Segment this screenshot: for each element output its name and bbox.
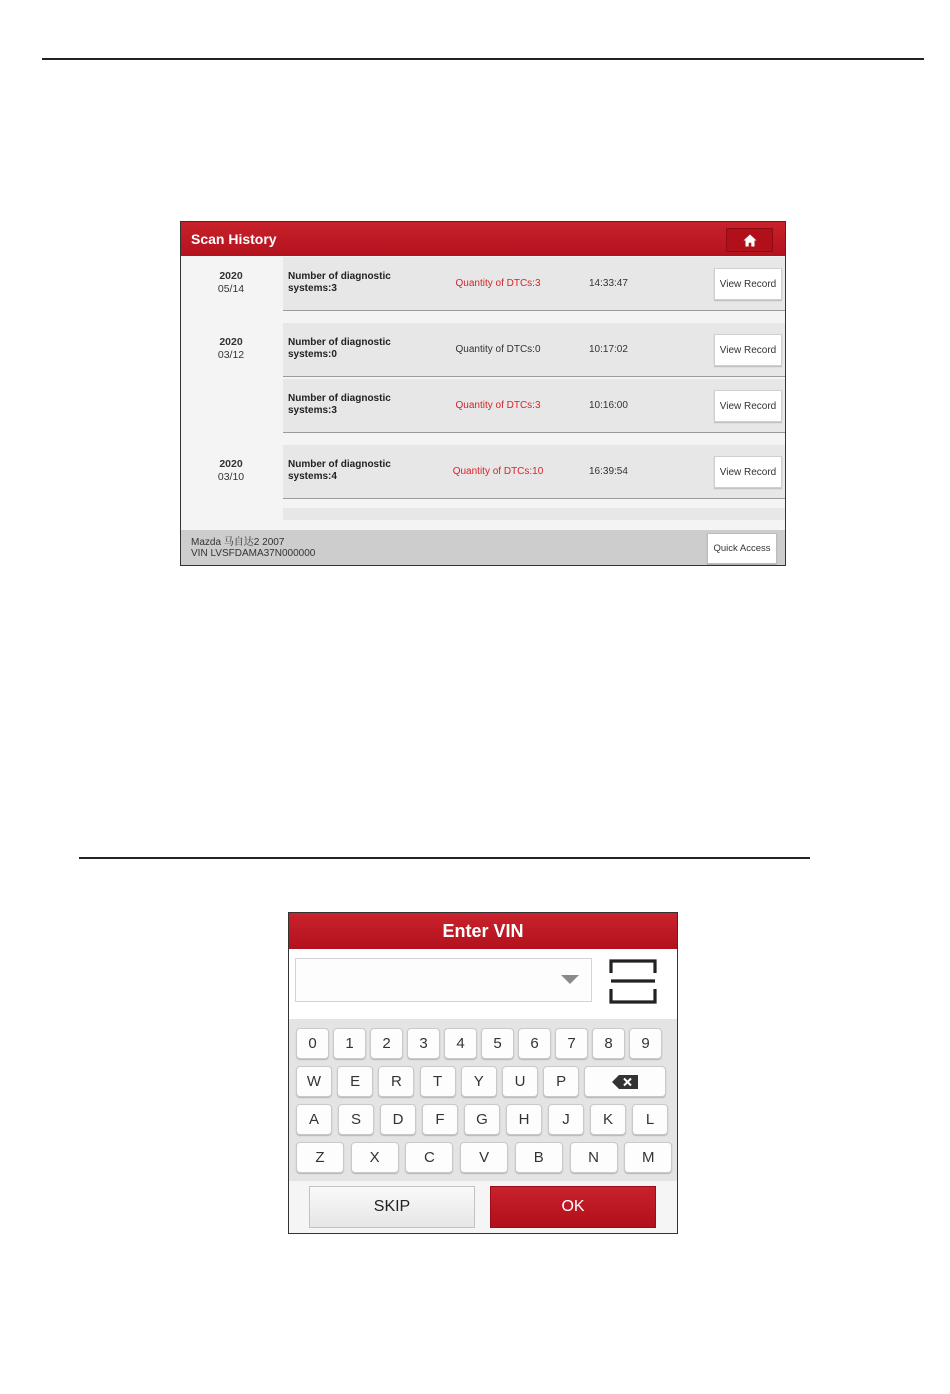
keyboard-key[interactable]: Y [461, 1066, 497, 1097]
keyboard-key[interactable]: 6 [518, 1028, 551, 1059]
keyboard-key[interactable]: U [502, 1066, 538, 1097]
scan-time: 10:17:02 [589, 344, 628, 355]
view-record-button[interactable]: View Record [714, 334, 782, 366]
backspace-key[interactable] [584, 1066, 666, 1097]
date-group-label [195, 336, 267, 362]
keyboard-key[interactable]: 7 [555, 1028, 588, 1059]
keyboard-key[interactable]: W [296, 1066, 332, 1097]
table-row [283, 379, 785, 433]
keyboard-key[interactable]: R [378, 1066, 414, 1097]
vehicle-vin: VIN LVSFDAMA37N000000 [191, 547, 316, 559]
keyboard-key[interactable]: H [506, 1104, 542, 1135]
keyboard-key[interactable]: B [515, 1142, 563, 1173]
keyboard-key[interactable]: M [624, 1142, 672, 1173]
dialog-actions [289, 1181, 677, 1233]
keyboard-key[interactable]: 4 [444, 1028, 477, 1059]
enter-vin-dialog [288, 912, 678, 1234]
vehicle-model: Mazda 马自达2 2007 [191, 537, 285, 548]
keyboard-key[interactable]: 9 [629, 1028, 662, 1059]
top-rule [42, 58, 924, 60]
date-year: 2020 [219, 458, 243, 470]
date-year: 2020 [219, 270, 243, 282]
keyboard-key[interactable]: 0 [296, 1028, 329, 1059]
keyboard-key[interactable]: V [460, 1142, 508, 1173]
home-icon [743, 234, 757, 247]
keyboard-key[interactable]: 3 [407, 1028, 440, 1059]
date-day: 05/14 [217, 283, 245, 295]
keyboard-key[interactable]: J [548, 1104, 584, 1135]
keyboard-key[interactable]: X [351, 1142, 399, 1173]
table-row [283, 257, 785, 311]
quick-access-button[interactable]: Quick Access [707, 533, 777, 564]
date-group-label [195, 270, 267, 296]
section-rule [79, 857, 810, 859]
vin-keyboard [289, 1019, 677, 1181]
list-item-partial [283, 508, 785, 520]
keyboard-key[interactable]: E [337, 1066, 373, 1097]
date-year: 2020 [219, 336, 243, 348]
vehicle-info [191, 538, 315, 559]
scan-frame-icon[interactable] [609, 959, 657, 1005]
keyboard-key[interactable]: 1 [333, 1028, 366, 1059]
keyboard-key[interactable]: A [296, 1104, 332, 1135]
keyboard-key[interactable]: N [570, 1142, 618, 1173]
systems-count: Number of diagnostic systems:4 [288, 459, 391, 482]
keyboard-key[interactable]: T [420, 1066, 456, 1097]
keyboard-key[interactable]: Z [296, 1142, 344, 1173]
scan-time: 10:16:00 [589, 400, 628, 411]
table-row [283, 323, 785, 377]
scan-history-list [181, 256, 785, 530]
vin-input[interactable] [295, 958, 592, 1002]
scan-history-header [181, 222, 785, 256]
ok-button[interactable]: OK [490, 1186, 656, 1228]
systems-count: Number of diagnostic systems:3 [288, 271, 391, 294]
scan-time: 14:33:47 [589, 278, 628, 289]
keyboard-key[interactable]: C [405, 1142, 453, 1173]
dialog-title: Enter VIN [289, 913, 677, 949]
view-record-button[interactable]: View Record [714, 390, 782, 422]
keyboard-key[interactable]: G [464, 1104, 500, 1135]
page-title: Scan History [191, 231, 277, 247]
date-group-label [195, 458, 267, 484]
keyboard-key[interactable]: P [543, 1066, 579, 1097]
date-day: 03/10 [217, 471, 245, 483]
keyboard-key[interactable]: 8 [592, 1028, 625, 1059]
keyboard-key[interactable]: D [380, 1104, 416, 1135]
scan-time: 16:39:54 [589, 466, 628, 477]
systems-count: Number of diagnostic systems:3 [288, 393, 391, 416]
chevron-down-icon[interactable] [561, 975, 579, 985]
table-row [283, 445, 785, 499]
dtc-count: Quantity of DTCs:10 [452, 466, 544, 477]
home-button[interactable] [726, 228, 773, 252]
dtc-count: Quantity of DTCs:0 [455, 344, 541, 355]
keyboard-key[interactable]: 2 [370, 1028, 403, 1059]
backspace-icon [612, 1075, 638, 1089]
view-record-button[interactable]: View Record [714, 268, 782, 300]
scan-history-panel [180, 221, 786, 566]
skip-button[interactable]: SKIP [309, 1186, 475, 1228]
view-record-button[interactable]: View Record [714, 456, 782, 488]
keyboard-key[interactable]: K [590, 1104, 626, 1135]
keyboard-key[interactable]: F [422, 1104, 458, 1135]
vin-input-area [289, 949, 677, 1019]
dtc-count: Quantity of DTCs:3 [455, 278, 541, 289]
keyboard-key[interactable]: L [632, 1104, 668, 1135]
keyboard-key[interactable]: 5 [481, 1028, 514, 1059]
systems-count: Number of diagnostic systems:0 [288, 337, 391, 360]
date-day: 03/12 [217, 349, 245, 361]
dtc-count: Quantity of DTCs:3 [455, 400, 541, 411]
vehicle-info-bar [181, 530, 785, 565]
keyboard-key[interactable]: S [338, 1104, 374, 1135]
